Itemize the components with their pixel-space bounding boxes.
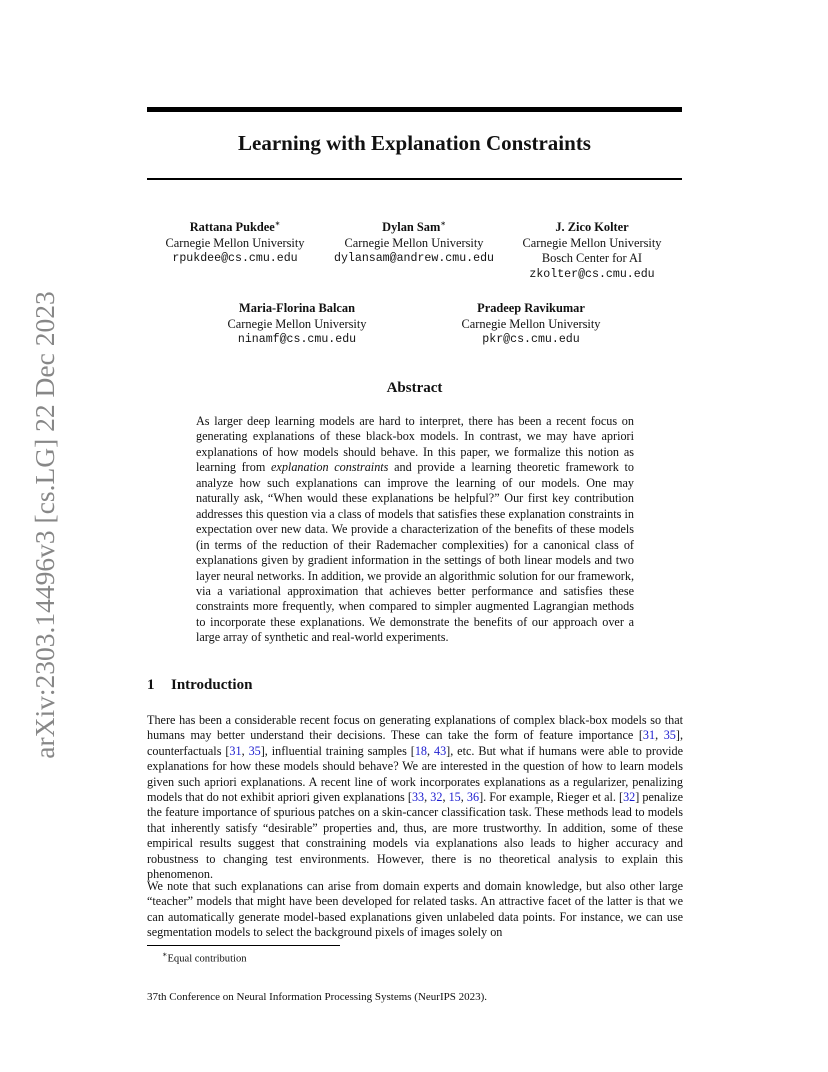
author-name: Rattana Pukdee∗ — [189, 219, 281, 235]
author-name: Dylan Sam∗ — [382, 219, 446, 235]
citation-link[interactable]: 32 — [623, 790, 636, 805]
author-name: Maria-Florina Balcan — [239, 301, 355, 316]
intro-paragraph-1: There has been a considerable recent focus on generating explanations of complex black-box models so that humans may better understand their decisions. These can take the form of feature importance [31, 35], counterfactuals [31, 35], influential training samples [18, 43], etc. But what if humans were able to provide explanations for how these models should behave? We are interested in the question of how to learn models given such apriori explanations. A recent line of work incorporates explanations as a regularizer, penalizing models that do not exhibit apriori given explanations [33, 32, 15, 36]. For example, Rieger et al. [32] penalize the feature importance of spurious patches on a skin-cancer classification task. These methods lead to models that inherently satisfy “desirable” properties and, thus, are more trustworthy. In addition, some of these empirical results suggest that constraining models via explanations also leads to higher accuracy and robustness to changing test environments. However, there is no theoretical analysis to explain this phenomenon. — [147, 713, 684, 882]
author-block-4 — [212, 297, 382, 348]
citation-link[interactable]: 31 — [642, 728, 656, 743]
author-email[interactable]: rpukdee@cs.cmu.edu — [172, 252, 298, 266]
citation-link[interactable]: 31 — [229, 743, 242, 758]
citation-link[interactable]: 36 — [466, 790, 480, 805]
footnote: ∗Equal contribution — [162, 950, 247, 965]
citation-link[interactable]: 33 — [411, 790, 425, 805]
paper-title: Learning with Explanation Constraints — [238, 131, 591, 155]
citation-link[interactable]: 35 — [663, 728, 676, 743]
abstract-heading: Abstract — [386, 380, 443, 396]
author-block-5 — [446, 297, 616, 348]
venue-note: 37th Conference on Neural Information Processing Systems (NeurIPS 2023). — [147, 991, 488, 1003]
author-affiliation-2: Bosch Center for AI — [541, 251, 643, 266]
section-title: Introduction — [171, 677, 253, 693]
author-affiliation: Carnegie Mellon University — [461, 316, 601, 331]
citation-link[interactable]: 35 — [248, 743, 261, 758]
arxiv-stamp-text: arXiv:2303.14496v3 [cs.LG] 22 Dec 2023 — [29, 291, 60, 759]
author-affiliation: Carnegie Mellon University — [165, 235, 305, 250]
author-block-1 — [150, 216, 320, 267]
author-affiliation: Carnegie Mellon University — [522, 235, 662, 250]
author-email[interactable]: dylansam@andrew.cmu.edu — [333, 252, 495, 266]
citation-link[interactable]: 43 — [433, 743, 447, 758]
intro-paragraph-2: We note that such explanations can arise from domain experts and domain knowledge, but also other large “teacher” models that might have been developed for related tasks. An attractive facet of the latter is that we can automatically generate model-based explanations given unlabeled data points. For instance, we can use segmentation models to select the background pixels of images solely on — [147, 879, 683, 940]
section-number: 1 — [147, 677, 155, 693]
author-name: J. Zico Kolter — [555, 220, 629, 235]
abstract-text: As larger deep learning models are hard to interpret, there has been a recent focus on generating explanations of these black-box models. In contrast, we may have apriori explanations of how models should behave. In this paper, we formalize this notion as learning from explanation constraints and provide a learning theoretic framework to analyze how such explanations can improve the learning of our models. One may naturally ask, “When would these explanations be helpful?” Our first key contribution addresses this question via a class of models that satisfies these explanation constraints in expectation over new data. We provide a characterization of the benefits of these models (in terms of the reduction of their Rademacher complexities) for a canonical class of explanations given by gradient information in the settings of both linear models and two layer neural networks. In addition, we provide an algorithmic solution for our framework, via a variational approximation that achieves better performance and satisfies these constraints more frequently, when compared to simpler augmented Lagrangian methods to incorporate these explanations. We demonstrate the benefits of our approach over a large array of synthetic and real-world experiments. — [196, 414, 634, 645]
author-affiliation: Carnegie Mellon University — [227, 316, 367, 331]
author-email[interactable]: ninamf@cs.cmu.edu — [237, 333, 357, 347]
citation-link[interactable]: 18 — [414, 743, 427, 758]
author-affiliation: Carnegie Mellon University — [344, 235, 484, 250]
citation-link[interactable]: 15 — [448, 790, 461, 805]
author-block-3 — [507, 216, 677, 282]
author-email[interactable]: pkr@cs.cmu.edu — [482, 333, 580, 347]
author-email[interactable]: zkolter@cs.cmu.edu — [529, 267, 655, 281]
abstract-emphasis: explanation constraints — [271, 460, 389, 475]
title-bottom-rule — [147, 178, 682, 180]
author-name: Pradeep Ravikumar — [477, 301, 585, 316]
footnote-rule — [147, 945, 340, 946]
title-top-rule — [147, 107, 682, 112]
author-block-2 — [325, 216, 503, 267]
section-heading — [147, 677, 252, 694]
citation-link[interactable]: 32 — [430, 790, 443, 805]
